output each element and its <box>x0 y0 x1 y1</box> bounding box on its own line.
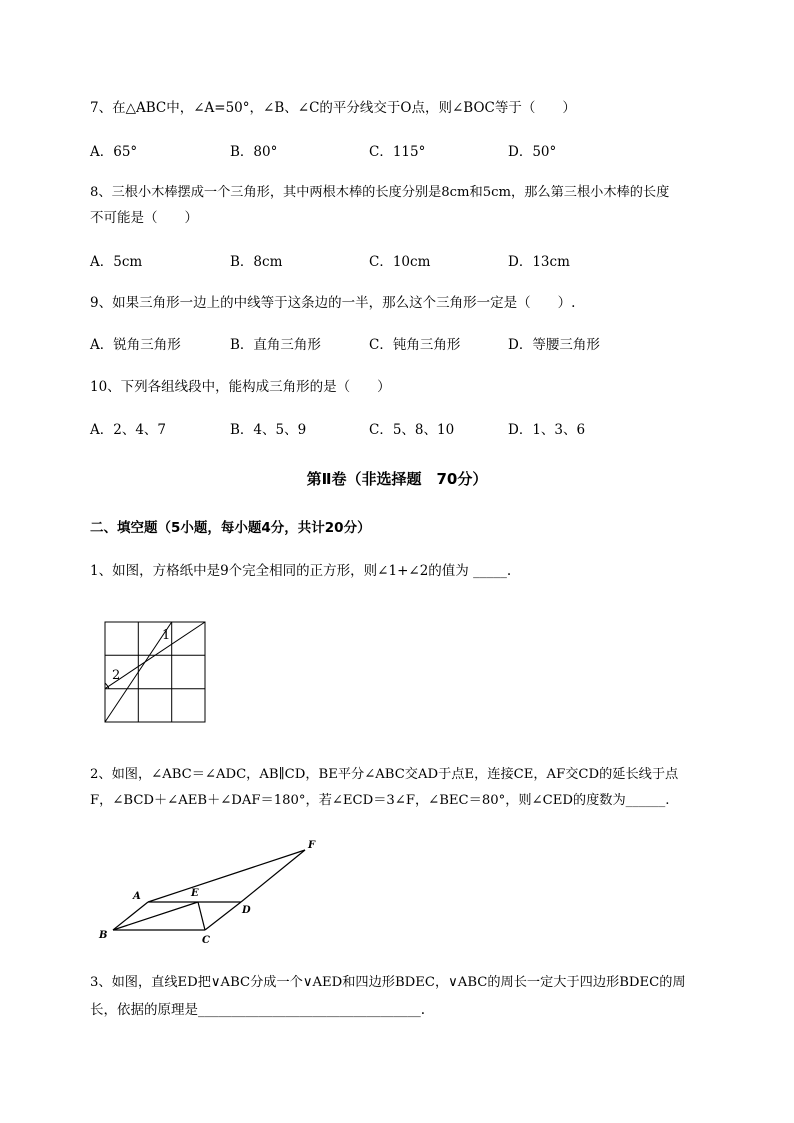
fill-question-1-stem: 1、如图，方格纸中是9个完全相同的正方形，则∠1+∠2的值为 _____. <box>90 563 512 579</box>
quadrilateral-figure <box>95 838 330 948</box>
segment-cd <box>205 902 241 930</box>
question-8-stem-line2: 不可能是（ ） <box>90 210 198 226</box>
section-title: 第Ⅱ卷（非选择题 70分） <box>306 470 488 488</box>
q9-option-a: A．锐角三角形 <box>90 337 181 353</box>
point-label-a: A <box>133 891 141 902</box>
fill-question-2-stem-line2: F，∠BCD＋∠AEB＋∠DAF＝180°，若∠ECD＝3∠F，∠BEC＝80°，则∠CED的度数为______. <box>90 793 670 808</box>
q8-option-d: D．13cm <box>508 254 570 270</box>
point-label-f: F <box>308 840 316 851</box>
angle-label-1: 1 <box>162 628 171 643</box>
question-8-stem-line1: 8、三根小木棒摆成一个三角形，其中两根木棒的长度分别是8cm和5cm，那么第三根小木棒的长度 <box>90 185 670 200</box>
segment-ab <box>113 902 148 930</box>
q8-option-c: C．10cm <box>369 254 431 270</box>
fill-question-3-stem-line2: 长，依据的原理是_________________________________. <box>90 1002 426 1018</box>
q7-option-b: B．80° <box>230 144 278 160</box>
angle-label-2: 2 <box>112 668 121 683</box>
point-label-c: C <box>202 935 210 946</box>
q8-option-b: B．8cm <box>230 254 283 270</box>
q7-option-d: D．50° <box>508 144 557 160</box>
question-10-stem: 10、下列各组线段中，能构成三角形的是（ ） <box>90 379 391 395</box>
q10-option-b: B．4、5、9 <box>230 422 307 438</box>
q9-option-d: D．等腰三角形 <box>508 337 600 353</box>
q9-option-c: C．钝角三角形 <box>369 337 461 353</box>
q9-option-b: B．直角三角形 <box>230 337 321 353</box>
q10-option-c: C．5、8、10 <box>369 422 455 438</box>
question-7-stem: 7、在△ABC中，∠A=50°，∠B、∠C的平分线交于O点，则∠BOC等于（ ） <box>90 100 576 116</box>
q8-option-a: A．5cm <box>90 254 143 270</box>
q10-option-d: D．1、3、6 <box>508 422 586 438</box>
segment-be <box>113 902 198 930</box>
fill-question-3-stem-line1: 3、如图，直线ED把∨ABC分成一个∨AED和四边形BDEC，∨ABC的周长一定大于四边形BDEC的周 <box>90 975 686 990</box>
point-label-b: B <box>99 930 108 941</box>
segment-af <box>148 850 305 902</box>
question-9-stem: 9、如果三角形一边上的中线等于这条边的一半，那么这个三角形一定是（ ）. <box>90 295 576 311</box>
point-label-d: D <box>242 905 251 916</box>
q7-option-c: C．115° <box>369 144 426 160</box>
q7-option-a: A．65° <box>90 144 138 160</box>
segment-df <box>241 850 305 902</box>
fill-in-heading: 二、填空题（5小题，每小题4分，共计20分） <box>90 520 371 536</box>
fill-question-2-stem-line1: 2、如图，∠ABC＝∠ADC，AB∥CD，BE平分∠ABC交AD于点E，连接CE，AF交CD的延长线于点 <box>90 767 679 782</box>
segment-ec <box>198 902 205 930</box>
grid-figure <box>100 617 210 727</box>
q10-option-a: A．2、4、7 <box>90 422 167 438</box>
point-label-e: E <box>191 888 199 899</box>
